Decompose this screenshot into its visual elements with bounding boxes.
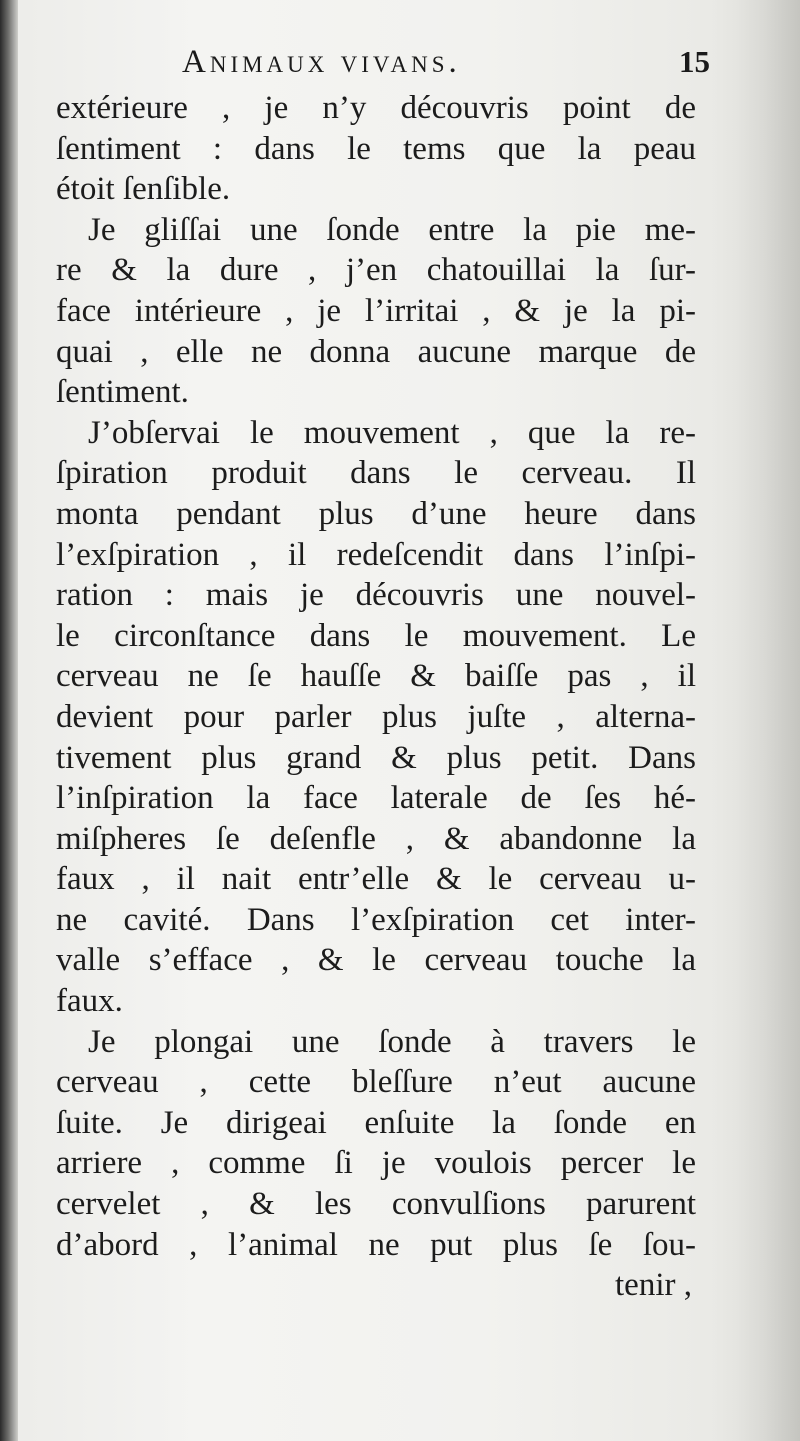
text-line: quai , elle ne donna aucune marque de <box>56 333 696 370</box>
text-line: ſpiration produit dans le cerveau. Il <box>56 455 696 492</box>
paragraph-1 <box>56 88 696 210</box>
paragraph-2 <box>56 210 696 413</box>
text-line: extérieure , je n’y découvris point de <box>56 90 696 126</box>
text-line: cerveau , cette bleſſure n’eut aucune <box>56 1064 696 1101</box>
text-line: faux. <box>56 983 123 1020</box>
binding-gutter <box>0 0 18 1441</box>
text-line: re & la dure , j’en chatouillai la ſur- <box>56 252 696 289</box>
text-line: l’exſpiration , il redeſcendit dans l’inſpi- <box>56 536 696 573</box>
text-line: ſentiment. <box>56 374 189 411</box>
text-line: Je plongai une ſonde à travers le <box>88 1023 696 1060</box>
text-line: valle s’efface , & le cerveau touche la <box>56 942 696 979</box>
body-text <box>56 88 696 1306</box>
text-line: devient pour parler plus juſte , alterna- <box>56 698 696 735</box>
text-line: cervelet , & les convulſions parurent <box>56 1186 696 1223</box>
text-line: l’inſpiration la face laterale de ſes hé- <box>56 780 696 817</box>
text-line: ne cavité. Dans l’exſpiration cet inter- <box>56 901 696 938</box>
text-line: face intérieure , je l’irritai , & je la pi- <box>56 292 696 329</box>
page-header <box>182 44 710 94</box>
page-number: 15 <box>679 44 710 79</box>
text-line: ſuite. Je dirigeai enſuite la ſonde en <box>56 1104 696 1141</box>
paragraph-3 <box>56 413 696 1022</box>
text-line: faux , il nait entr’elle & le cerveau u- <box>56 861 696 898</box>
text-line: cerveau ne ſe hauſſe & baiſſe pas , il <box>56 658 696 695</box>
text-line: ſentiment : dans le tems que la peau <box>56 130 696 167</box>
text-line: le circonſtance dans le mouvement. Le <box>56 617 696 654</box>
catchword: tenir , <box>615 1267 692 1304</box>
text-line: d’abord , l’animal ne put plus ſe ſou- <box>56 1226 696 1263</box>
running-title: Animaux vivans. <box>182 44 461 80</box>
text-line: miſpheres ſe deſenfle , & abandonne la <box>56 820 696 857</box>
text-line: arriere , comme ſi je voulois percer le <box>56 1145 696 1182</box>
text-line: Je gliſſai une ſonde entre la pie me- <box>88 211 696 248</box>
text-line: J’obſervai le mouvement , que la re- <box>88 414 696 451</box>
page-edge-shadow <box>710 0 800 1441</box>
text-line: monta pendant plus d’une heure dans <box>56 495 696 532</box>
text-line: tivement plus grand & plus petit. Dans <box>56 739 696 776</box>
text-line: ration : mais je découvris une nouvel- <box>56 577 696 614</box>
paragraph-4 <box>56 1022 696 1266</box>
text-line: étoit ſenſible. <box>56 171 231 208</box>
